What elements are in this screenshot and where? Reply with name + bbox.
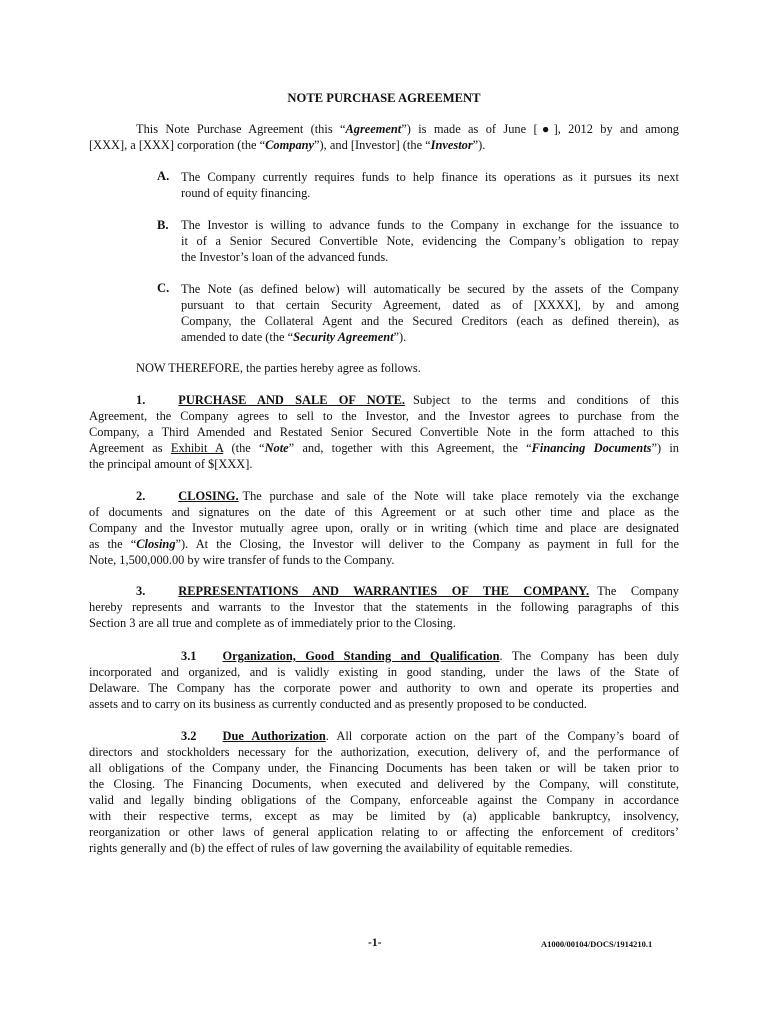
section-3-line-3: Section 3 are all true and complete as of immediately prior to the Closing. [89, 616, 456, 630]
section-3-2-line-6: with their respective terms, except as may be limited by (a) applicable bankruptcy, insolvency, [89, 809, 679, 823]
section-3-1-line-2: incorporated and organized, and is validly existing in good standing, under the laws of the State of [89, 665, 679, 679]
section-3-1-heading: Organization, Good Standing and Qualification [222, 649, 500, 663]
section-3-1-line-4: assets and to carry on its business as currently conducted and as presently proposed to be conducted. [89, 697, 587, 711]
section-3-number: 3. [136, 584, 146, 598]
document-id: A1000/00104/DOCS/1914210.1 [541, 939, 653, 949]
defined-term-closing: Closing [136, 537, 176, 551]
section-2-line-4: as the “Closing”). At the Closing, the Investor will deliver to the Company as payment in full for the [89, 537, 679, 551]
section-2-line-1: 2. CLOSING. The purchase and sale of the Note will take place remotely via the exchange [136, 489, 679, 503]
section-3-1-line-3: Delaware. The Company has the corporate power and authority to own and operate its properties and [89, 681, 679, 695]
section-3-2-heading: Due Authorization [222, 729, 326, 743]
document-title: NOTE PURCHASE AGREEMENT [287, 91, 481, 105]
recital-c-line-4: amended to date (the “Security Agreement”). [181, 330, 407, 344]
section-3-line-1: 3. REPRESENTATIONS AND WARRANTIES OF THE COMPANY. The Company [136, 584, 680, 598]
recital-c-letter: C. [157, 281, 170, 295]
section-3-1-line-1: 3.1 Organization, Good Standing and Qualification. The Company has been duly [181, 649, 679, 663]
section-3-2-line-4: the Closing. The Financing Documents, when executed and delivered by the Company, will constitute, [89, 777, 679, 791]
defined-term-note: Note [264, 441, 289, 455]
defined-term-financing-documents: Financing Documents [531, 441, 652, 455]
section-3-2-line-5: valid and legally binding obligations of the Company, enforceable against the Company in accordance [89, 793, 679, 807]
recital-b-letter: B. [157, 218, 169, 232]
section-3-2-line-2: directors and stockholders necessary for the authorization, execution, delivery of, and the performance of [89, 745, 679, 759]
recital-c-line-2: pursuant to that certain Security Agreement, dated as of [XXXX], by and among [181, 298, 679, 312]
page-number: -1- [368, 937, 382, 949]
section-2-line-5: Note, 1,500,000.00 by wire transfer of funds to the Company. [89, 553, 395, 567]
section-1-line-4: Agreement as Exhibit A (the “Note” and, together with this Agreement, the “Financing Documents”) in [89, 441, 680, 455]
recital-b-line-3: the Investor’s loan of the advanced funds. [181, 250, 389, 264]
defined-term-company: Company [265, 138, 315, 152]
section-3-2-line-3: all obligations of the Company under, the Financing Documents has been taken or will be taken prior to [89, 761, 679, 775]
recital-a-line-1: The Company currently requires funds to help finance its operations as it pursues its next [181, 170, 679, 184]
section-3-heading: REPRESENTATIONS AND WARRANTIES OF THE COMPANY. [178, 584, 590, 598]
section-3-line-2: hereby represents and warrants to the Investor that the statements in the following paragraphs of this [89, 600, 679, 614]
now-therefore: NOW THEREFORE, the parties hereby agree as follows. [136, 361, 421, 375]
section-1-line-2: Agreement, the Company agrees to sell to the Investor, and the Investor agrees to purchase from the [89, 409, 679, 423]
section-2-line-3: Company and the Investor mutually agree upon, orally or in writing (which time and place are designated [89, 521, 679, 535]
recital-a-line-2: round of equity financing. [181, 186, 311, 200]
recital-b-line-2: it of a Senior Secured Convertible Note, evidencing the Company’s obligation to repay [181, 234, 679, 248]
section-3-2-number: 3.2 [181, 729, 197, 743]
defined-term-investor: Investor [430, 138, 473, 152]
recital-c-line-1: The Note (as defined below) will automatically be secured by the assets of the Company [181, 282, 679, 296]
exhibit-a-reference: Exhibit A [170, 441, 224, 455]
section-1-number: 1. [136, 393, 146, 407]
intro-line-2: [XXX], a [XXX] corporation (the “Company”), and [Investor] (the “Investor”). [89, 138, 486, 152]
recital-c-line-3: Company, the Collateral Agent and the Secured Creditors (each as defined therein), as [181, 314, 679, 328]
section-2-number: 2. [136, 489, 146, 503]
intro-line-1: This Note Purchase Agreement (this “Agreement”) is made as of June [●], 2012 by and among [136, 122, 679, 136]
section-3-2-line-1: 3.2 Due Authorization. All corporate action on the part of the Company’s board of [181, 729, 679, 743]
section-3-2-line-7: reorganization or other laws of general application relating to or affecting the enforcement of creditors’ [89, 825, 679, 839]
section-3-2-line-8: rights generally and (b) the effect of rules of law governing the availability of equitable remedies. [89, 841, 573, 855]
section-1-heading: PURCHASE AND SALE OF NOTE. [178, 393, 405, 407]
section-1-line-1: 1. PURCHASE AND SALE OF NOTE. Subject to the terms and conditions of this [136, 393, 679, 407]
section-2-heading: CLOSING. [178, 489, 239, 503]
section-1-line-3: Company, a Third Amended and Restated Senior Secured Convertible Note in the form attached to this [89, 425, 679, 439]
defined-term-agreement: Agreement [345, 122, 402, 136]
section-1-line-5: the principal amount of $[XXX]. [89, 457, 253, 471]
recital-a-letter: A. [157, 169, 170, 183]
recital-b-line-1: The Investor is willing to advance funds to the Company in exchange for the issuance to [181, 218, 679, 232]
defined-term-security-agreement: Security Agreement [293, 330, 394, 344]
section-2-line-2: of documents and signatures on the date of this Agreement or at such other time and place as the [89, 505, 679, 519]
section-3-1-number: 3.1 [181, 649, 197, 663]
